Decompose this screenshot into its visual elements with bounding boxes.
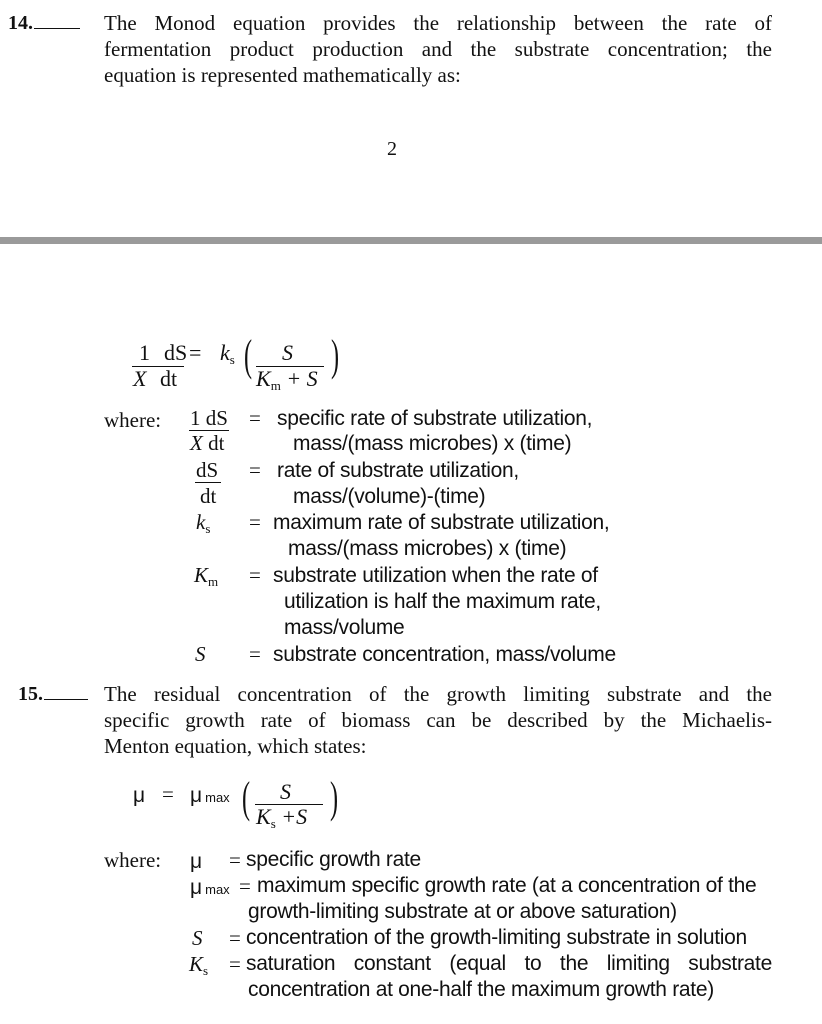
q14-line-2: fermentation product production and the substrate concentration; the	[104, 37, 772, 61]
eq2-denominator: $K_s +S$	[256, 804, 308, 831]
eq-one: 1	[139, 340, 150, 365]
q15-def-4-word: the	[559, 952, 589, 975]
q15-line-3: Menton equation, which states:	[104, 734, 367, 758]
def-5-equals: =	[249, 642, 261, 666]
term-1-denominator: X dt	[190, 431, 225, 455]
q15-def-3: concentration of the growth-limiting substrate in solution	[246, 926, 747, 949]
term-2-numerator: dS	[196, 458, 219, 482]
q15-term-Ks: $K_s$	[189, 952, 209, 978]
term-4-km: $K_m$	[194, 563, 219, 589]
answer-blank-14[interactable]	[34, 27, 80, 29]
q15-line-1: The residual concentration of the growth limiting substrate and the	[104, 682, 772, 706]
q15-where-label: where:	[104, 848, 162, 872]
q15-def-4-word: limiting	[606, 952, 670, 975]
def-3-line-1: maximum rate of substrate utilization,	[273, 511, 610, 534]
def-5-line-1: substrate concentration, mass/volume	[273, 643, 616, 666]
question-14-text	[104, 10, 772, 88]
eq-denominator: $K_m + S$	[256, 366, 318, 393]
def-4-line-1: substrate utilization when the rate of	[273, 564, 598, 587]
term-1-numerator: 1 dS	[190, 406, 228, 430]
question-15-text	[104, 681, 772, 759]
def-1-line-1: specific rate of substrate utilization,	[277, 407, 593, 430]
def-2-equals: =	[249, 458, 261, 482]
eq2-mumax: μmax	[190, 784, 230, 807]
eq-ks: $k_s$	[220, 340, 235, 367]
q15-def-3-equals: =	[229, 926, 241, 950]
q15-def-4-line-2: concentration at one-half the maximum growth rate)	[248, 978, 714, 1001]
def-4-line-2: utilization is half the maximum rate,	[284, 590, 601, 613]
def-2-line-2: mass/(volume)-(time)	[293, 485, 486, 508]
def-1-equals: =	[249, 406, 261, 430]
q15-def-2-line-1: maximum specific growth rate (at a concentration of the	[257, 874, 757, 897]
q15-term-mumax: μmax	[190, 876, 230, 899]
q15-def-1-equals: =	[229, 848, 241, 872]
def-2-line-1: rate of substrate utilization,	[277, 459, 519, 482]
term-2-denominator: dt	[200, 484, 217, 508]
eq-right-paren: )	[331, 331, 340, 380]
page-break-divider	[0, 237, 822, 244]
eq2-numerator-S: S	[280, 779, 291, 804]
eq-dt: dt	[160, 366, 178, 391]
q14-where-label: where:	[104, 408, 162, 432]
eq2-mu: μ	[133, 784, 146, 807]
q15-def-2-equals: =	[239, 874, 251, 898]
eq2-right-paren: )	[330, 773, 339, 822]
q15-def-4-word: saturation	[246, 952, 336, 975]
def-4-line-3: mass/volume	[284, 616, 405, 639]
term-2-bar	[195, 482, 221, 483]
q15-def-4-equals: =	[229, 952, 241, 976]
q15-line-2: specific growth rate of biomass can be described by the Michaelis-	[104, 708, 772, 732]
eq-left-paren: (	[244, 331, 253, 380]
def-4-equals: =	[249, 563, 261, 587]
q15-def-4-word: to	[524, 952, 542, 975]
q15-term-S: S	[192, 926, 203, 950]
q15-def-2-line-2: growth-limiting substrate at or above saturation)	[248, 900, 677, 923]
eq-dS: dS	[164, 340, 188, 365]
term-5-S: S	[195, 642, 206, 666]
q15-def-4-word: constant	[353, 952, 431, 975]
answer-blank-15[interactable]	[44, 698, 88, 700]
page-number: 2	[387, 138, 397, 160]
def-3-equals: =	[249, 510, 261, 534]
q15-def-4-word: (equal	[449, 952, 506, 975]
def-3-line-2: mass/(mass microbes) x (time)	[288, 537, 567, 560]
q15-term-mu: μ	[190, 850, 203, 873]
term-3-ks: $k_s$	[196, 510, 211, 536]
q15-def-1: specific growth rate	[246, 848, 421, 871]
question-15-number: 15.	[18, 683, 88, 706]
q14-line-3: equation is represented mathematically as:	[104, 63, 461, 87]
q15-def-4-line-1	[246, 952, 772, 976]
question-14-number: 14.	[8, 12, 80, 35]
eq-X: X	[133, 366, 147, 391]
eq-equals: =	[189, 340, 202, 365]
eq-numerator-S: S	[282, 340, 293, 365]
q14-line-1: The Monod equation provides the relationship between the rate of	[104, 11, 772, 35]
def-1-line-2: mass/(mass microbes) x (time)	[293, 432, 572, 455]
q15-def-4-word: substrate	[688, 952, 772, 975]
eq2-left-paren: (	[242, 773, 251, 822]
eq2-equals: =	[162, 782, 174, 806]
